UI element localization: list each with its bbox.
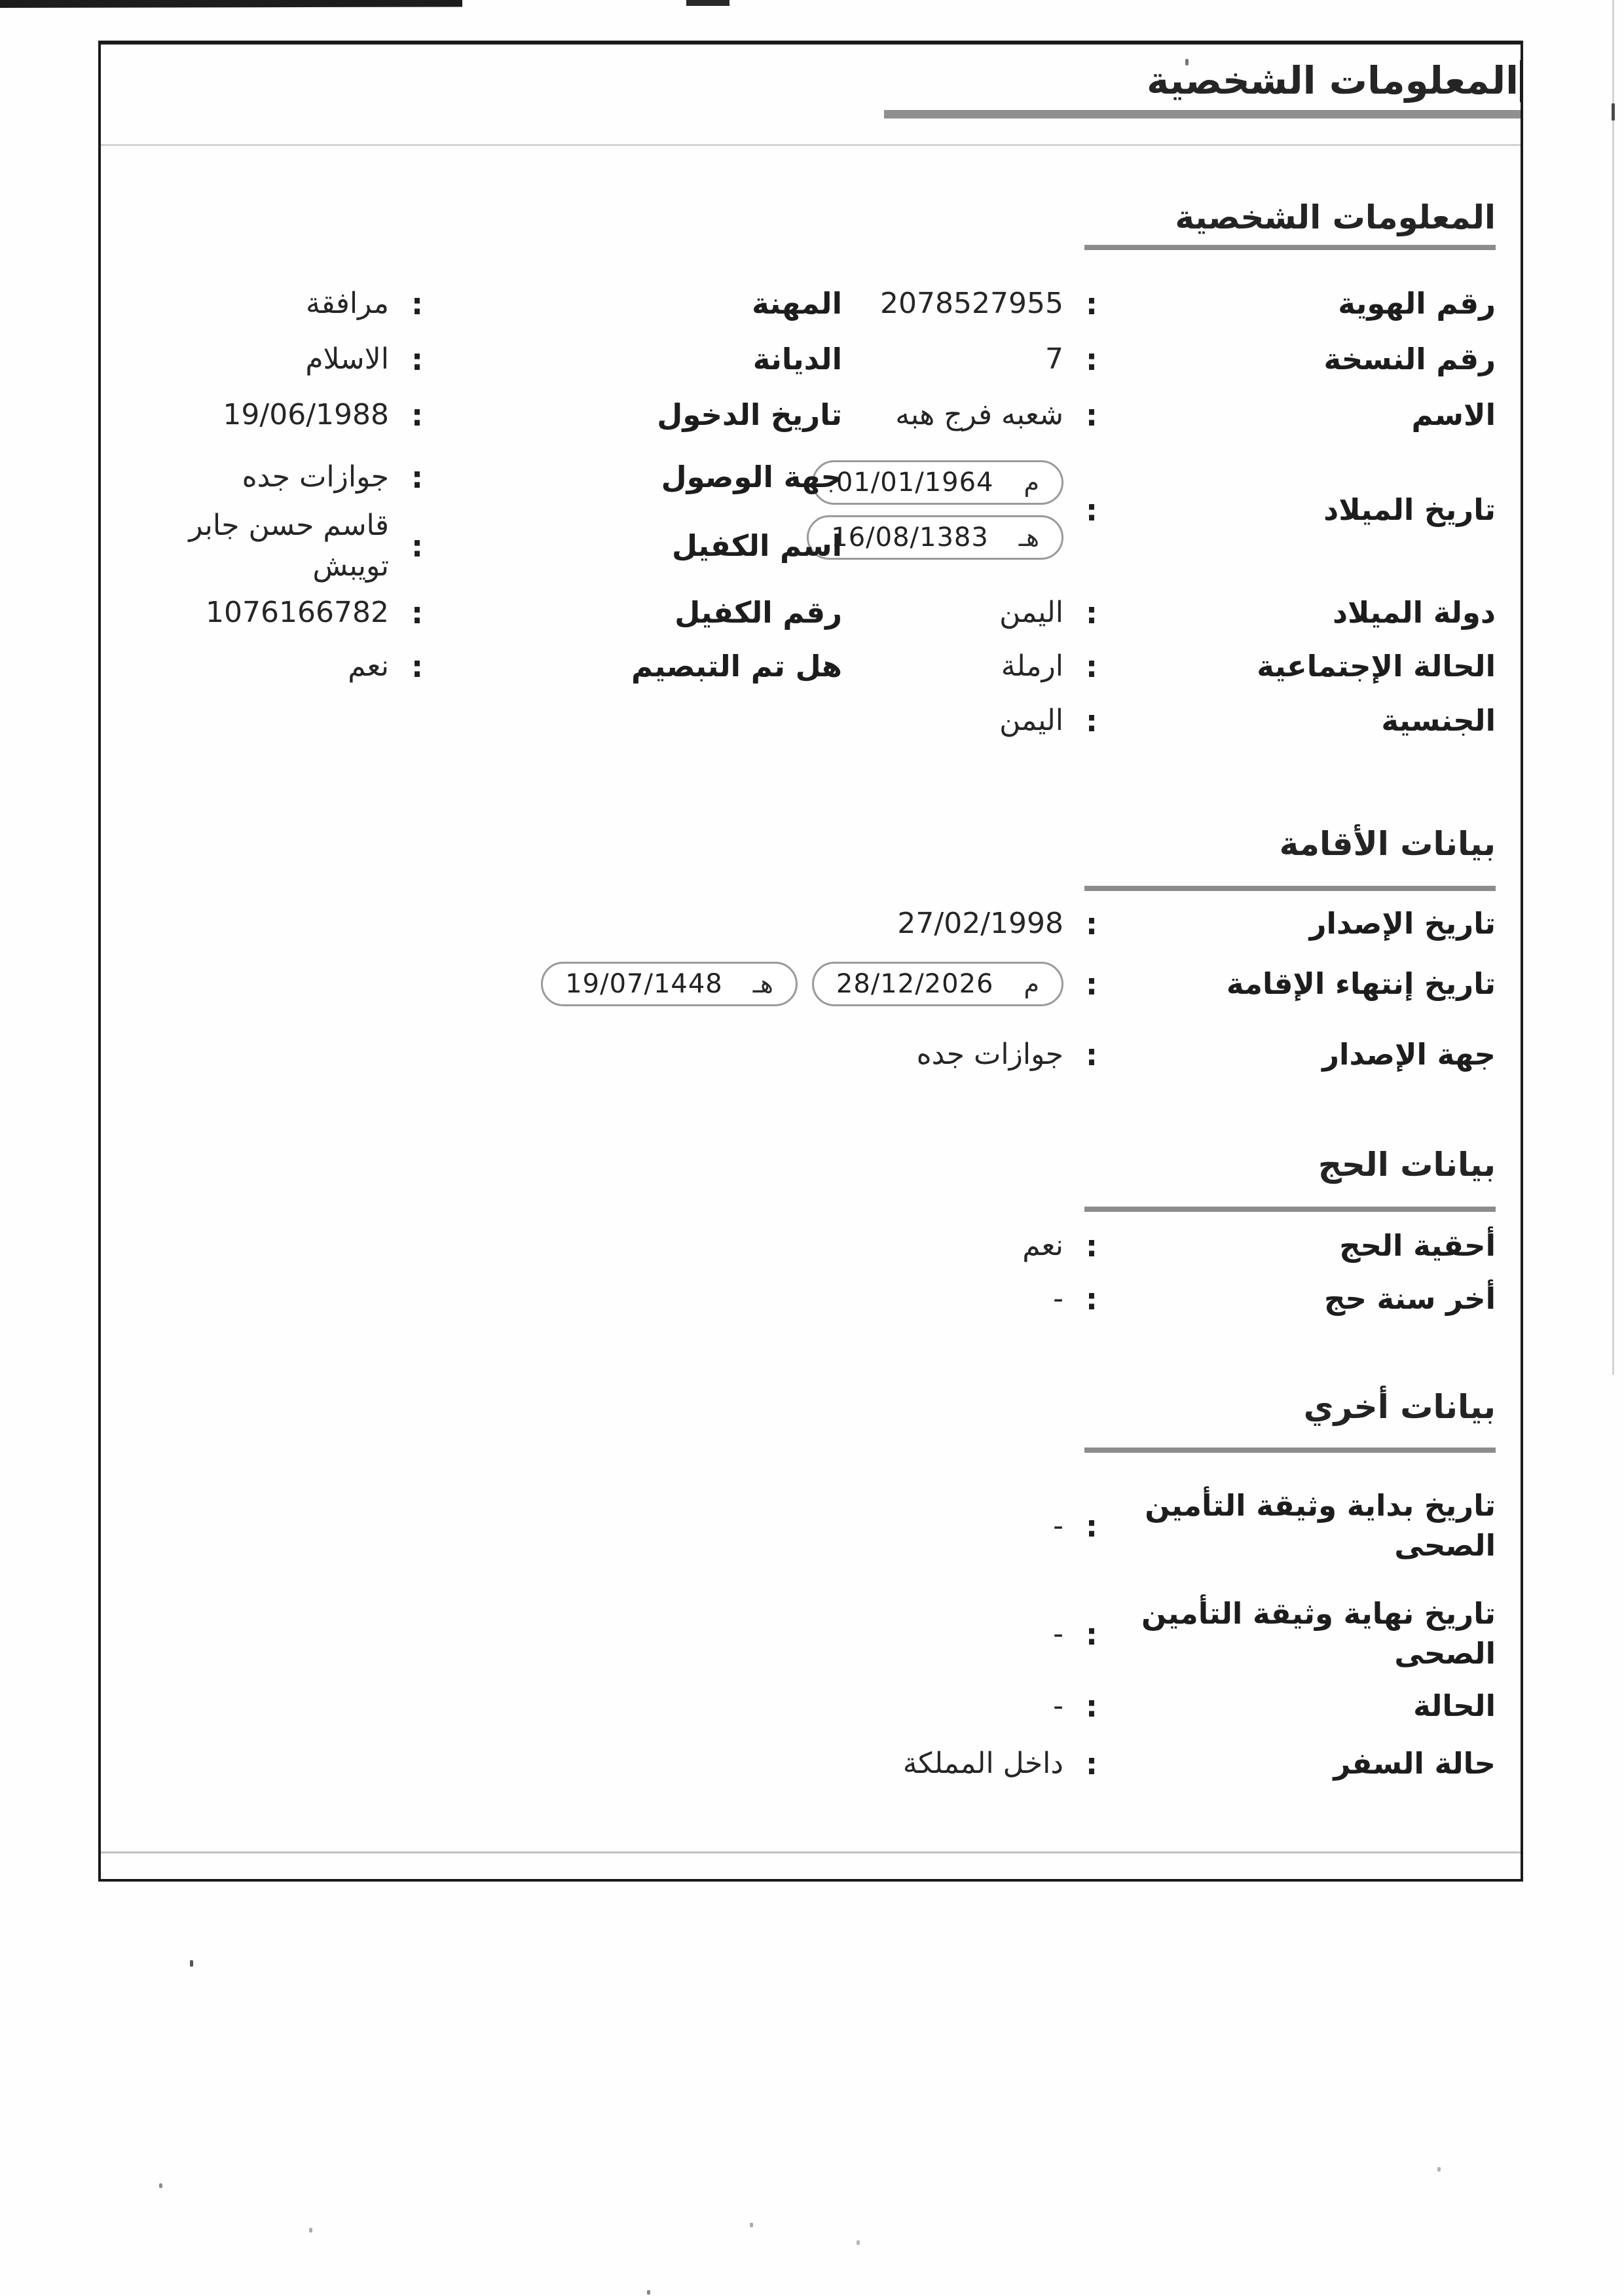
field-label: رقم الكفيل xyxy=(674,594,842,630)
scan-speck xyxy=(1437,2167,1441,2172)
field-value: - xyxy=(1053,1282,1063,1316)
colon-separator: : xyxy=(1086,595,1098,630)
colon-separator: : xyxy=(411,342,423,377)
field-label: اسم الكفيل xyxy=(671,528,842,563)
colon-separator: : xyxy=(411,460,423,495)
section-underline xyxy=(1084,886,1496,891)
colon-separator: : xyxy=(1086,342,1098,377)
section-underline xyxy=(1084,245,1496,250)
colon-separator: : xyxy=(1086,906,1098,941)
field-arrival-point xyxy=(115,454,842,501)
field-sponsor-number xyxy=(115,589,842,636)
field-entry-date xyxy=(115,392,842,439)
field-label: تاريخ بداية وثيقة التأمين الصحى xyxy=(1145,1488,1496,1563)
field-label: المهنة xyxy=(752,285,842,321)
field-last-hajj-year xyxy=(677,1275,1496,1322)
field-value: شعبه فرج هبه xyxy=(895,398,1063,432)
field-value: 27/02/1998 xyxy=(897,907,1063,941)
field-label: دولة الميلاد xyxy=(1332,594,1496,630)
document-card xyxy=(98,41,1523,1882)
field-value: نعم xyxy=(348,649,389,683)
field-label: الديانة xyxy=(752,341,842,376)
header-divider-line xyxy=(101,144,1521,146)
colon-separator: : xyxy=(1086,966,1098,1002)
scan-speck xyxy=(857,2240,860,2245)
colon-separator: : xyxy=(1086,286,1098,321)
hijri-date-value: 19/07/1448 xyxy=(565,969,723,999)
field-travel-status xyxy=(677,1740,1496,1787)
field-value: - xyxy=(1053,1617,1063,1651)
field-value: 19/06/1988 xyxy=(223,398,389,432)
colon-separator: : xyxy=(1086,703,1098,738)
field-label: الجنسية xyxy=(1381,702,1496,738)
field-value: - xyxy=(1053,1509,1063,1543)
colon-separator: : xyxy=(1086,1281,1098,1317)
colon-separator: : xyxy=(411,286,423,321)
field-hajj-eligibility xyxy=(677,1222,1496,1269)
section-title-personal-info: المعلومات الشخصية xyxy=(1175,198,1496,236)
field-value: 1076166782 xyxy=(206,596,389,630)
hijri-date-pill xyxy=(541,962,798,1006)
field-religion xyxy=(115,336,842,383)
field-label: جهة الوصول xyxy=(661,459,842,494)
field-label: أحقية الحج xyxy=(1339,1228,1496,1263)
field-label: أخر سنة حج xyxy=(1324,1281,1496,1316)
field-value: 2078527955 xyxy=(880,287,1063,321)
field-value: جوازات جده xyxy=(916,1038,1063,1072)
colon-separator: : xyxy=(1086,1688,1098,1724)
gregorian-era-marker: م xyxy=(1024,970,1039,998)
field-label: تاريخ الإصدار xyxy=(1309,905,1496,941)
field-label: هل تم التبصيم xyxy=(631,648,842,683)
colon-separator: : xyxy=(1086,649,1098,684)
field-value: قاسم حسن جابر تويبش xyxy=(189,509,389,583)
colon-separator: : xyxy=(1086,1746,1098,1781)
colon-separator: : xyxy=(411,528,423,564)
field-fingerprinted xyxy=(115,643,842,690)
colon-separator: : xyxy=(411,595,423,630)
colon-separator: : xyxy=(411,649,423,684)
gregorian-era-marker: م xyxy=(1024,468,1039,497)
field-value: 7 xyxy=(1045,342,1063,376)
section-underline xyxy=(1084,1207,1496,1212)
gregorian-date-value: 01/01/1964 xyxy=(836,467,994,498)
field-label: تاريخ نهاية وثيقة التأمين الصحى xyxy=(1141,1596,1496,1671)
field-value: داخل المملكة xyxy=(902,1747,1063,1781)
field-value: مرافقة xyxy=(306,287,389,321)
gregorian-date-pill xyxy=(812,460,1063,505)
scan-speck xyxy=(647,2290,650,2295)
scan-edge-artifact xyxy=(1612,103,1615,120)
colon-separator: : xyxy=(1086,1508,1098,1544)
field-label: رقم النسخة xyxy=(1323,341,1496,376)
hijri-era-marker: هـ xyxy=(752,970,773,998)
field-label: جهة الإصدار xyxy=(1322,1036,1496,1072)
title-underline-bar xyxy=(884,110,1521,118)
scan-speck xyxy=(159,2183,162,2188)
page-title: المعلومات الشخصية xyxy=(1141,60,1522,102)
field-issue-date xyxy=(677,900,1496,947)
gregorian-date-value: 28/12/2026 xyxy=(836,969,994,999)
field-value: ارملة xyxy=(1001,649,1063,683)
section-title-other-data: بيانات أخري xyxy=(1303,1388,1496,1426)
scan-edge-artifact xyxy=(1612,0,1614,1375)
field-nationality xyxy=(677,697,1496,744)
hijri-era-marker: هـ xyxy=(1018,523,1039,552)
field-value: اليمن xyxy=(999,704,1063,738)
colon-separator: : xyxy=(1086,1228,1098,1264)
colon-separator: : xyxy=(1086,1037,1098,1072)
field-profession xyxy=(115,280,842,327)
section-underline xyxy=(1084,1448,1496,1453)
field-value: اليمن xyxy=(999,596,1063,630)
section-title-hajj-data: بيانات الحج xyxy=(1318,1146,1496,1184)
field-label: الحالة xyxy=(1413,1688,1496,1723)
colon-separator: : xyxy=(1086,397,1098,433)
field-label: رقم الهوية xyxy=(1338,285,1496,321)
section-title-residence-data: بيانات الأقامة xyxy=(1279,825,1496,863)
scan-speck xyxy=(190,1960,193,1967)
card-bottom-divider xyxy=(101,1851,1521,1853)
field-residence-expiry-date xyxy=(566,950,1496,1018)
field-sponsor-name xyxy=(115,497,842,595)
hijri-date-value: 16/08/1383 xyxy=(831,522,989,553)
colon-separator: : xyxy=(411,397,423,433)
scan-speck xyxy=(750,2223,753,2227)
field-value: جوازات جده xyxy=(242,460,389,494)
field-label: حالة السفر xyxy=(1333,1745,1496,1781)
field-label: الاسم xyxy=(1411,397,1496,432)
gregorian-date-pill xyxy=(812,962,1063,1006)
colon-separator: : xyxy=(1086,1616,1098,1652)
field-label: تاريخ الميلاد xyxy=(1323,492,1496,527)
field-label: تاريخ إنتهاء الإقامة xyxy=(1226,966,1496,1001)
scan-edge-artifact xyxy=(0,0,462,8)
field-value: نعم xyxy=(1022,1229,1063,1263)
field-insurance-start-date xyxy=(677,1477,1496,1575)
field-value: - xyxy=(1053,1689,1063,1723)
field-value: الاسلام xyxy=(305,342,389,376)
field-label: تاريخ الدخول xyxy=(657,397,842,432)
field-label: الحالة الإجتماعية xyxy=(1257,648,1496,683)
scan-speck xyxy=(309,2228,312,2232)
field-issuing-authority xyxy=(677,1031,1496,1078)
field-insurance-end-date xyxy=(677,1585,1496,1683)
hijri-date-pill xyxy=(807,515,1063,560)
colon-separator: : xyxy=(1086,492,1098,528)
scan-edge-artifact xyxy=(686,0,729,6)
field-status xyxy=(677,1683,1496,1730)
